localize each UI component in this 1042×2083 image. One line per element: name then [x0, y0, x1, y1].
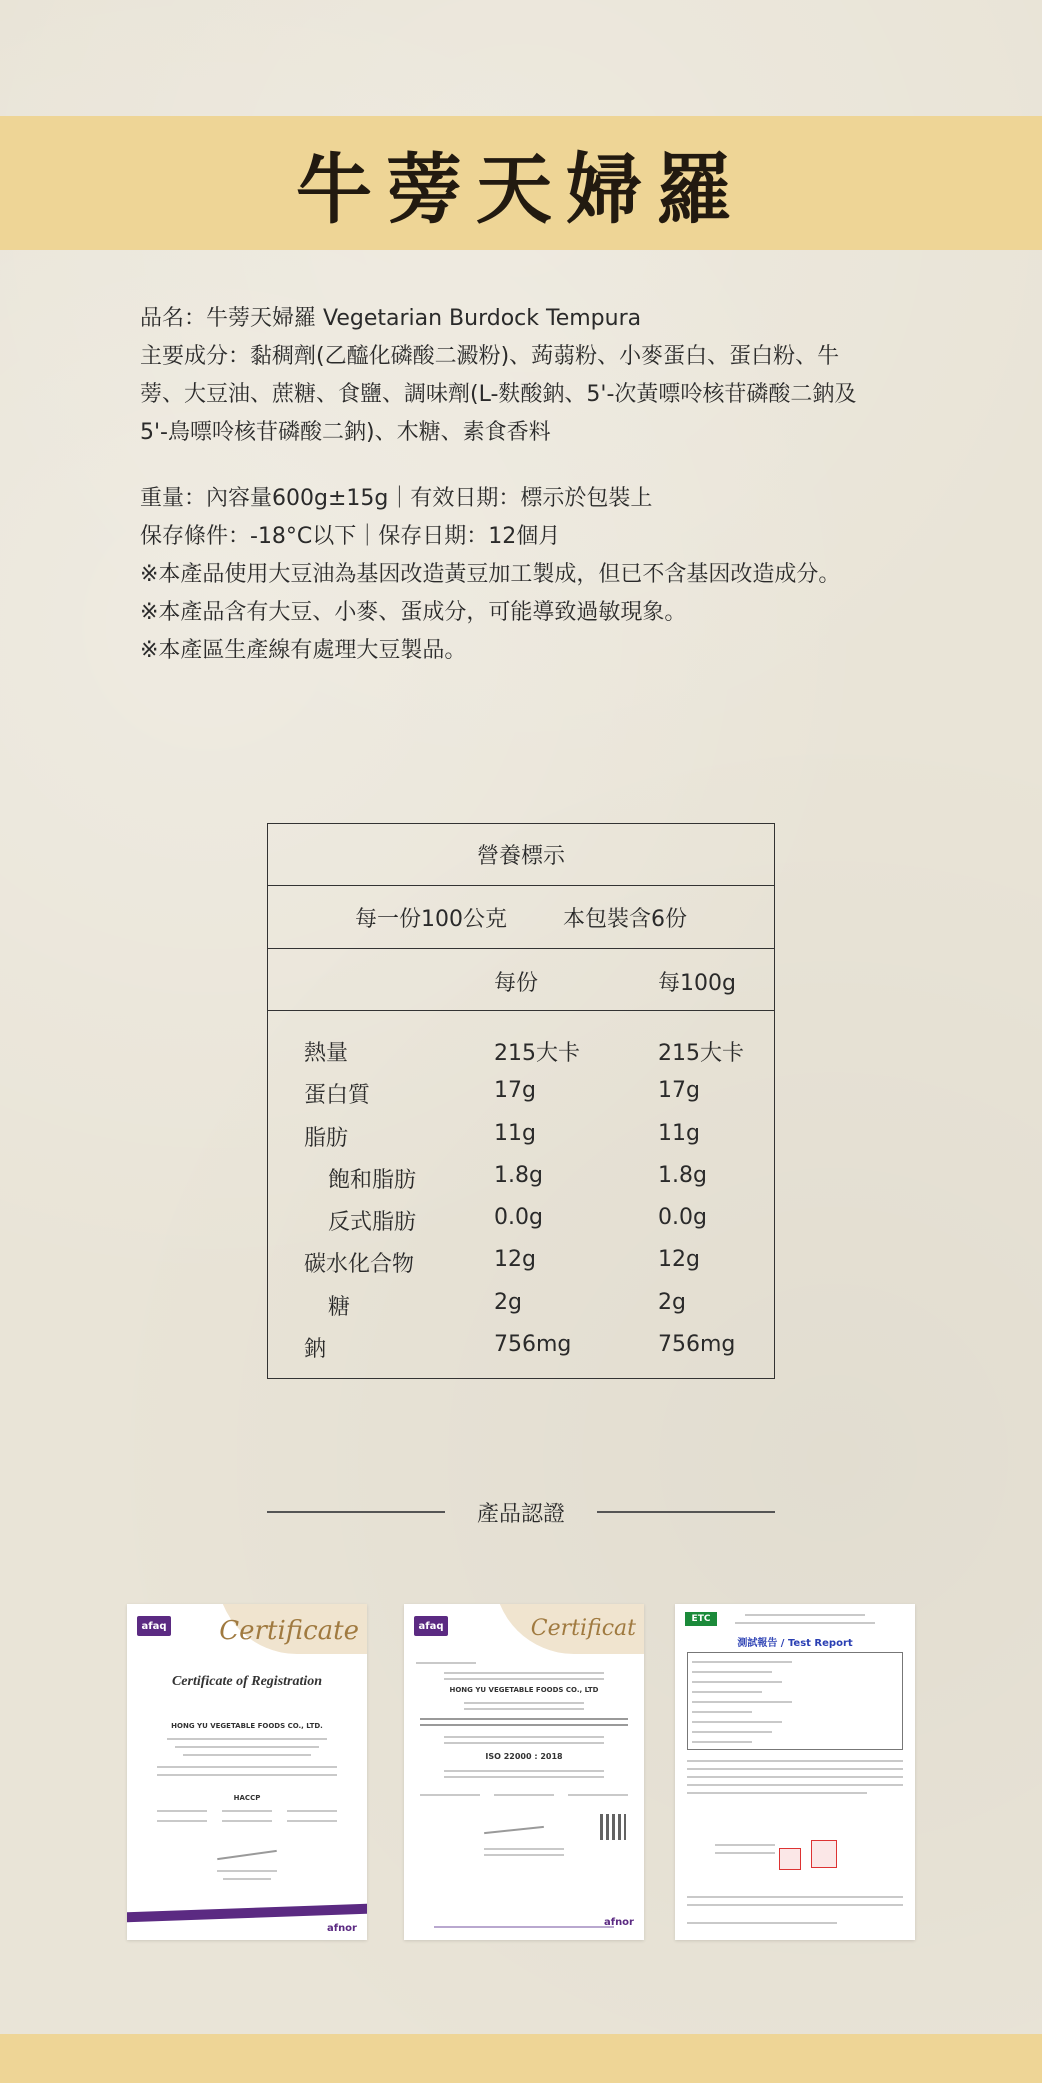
- page-title: 牛蒡天婦羅: [296, 144, 746, 234]
- text-line: [687, 1784, 903, 1786]
- certificate-scheme: HACCP: [233, 1794, 261, 1802]
- qr-code-icon: [600, 1814, 626, 1840]
- text-line: [157, 1820, 207, 1822]
- nutrient-name: 飽和脂肪: [328, 1167, 417, 1193]
- text-line: [715, 1844, 775, 1846]
- nutrient-name: 反式脂肪: [328, 1210, 417, 1236]
- certificate-word: Certificate: [219, 1616, 359, 1646]
- heading-rule-right: [597, 1511, 775, 1513]
- purple-band: [127, 1904, 367, 1922]
- value-per-serving: 215大卡: [494, 1041, 580, 1066]
- col-per-100g: 每100g: [658, 971, 736, 996]
- info-line: 蒡、大豆油、蔗糖、食鹽、調味劑(L-麩酸鈉、5'-次黃嘌呤核苷磷酸二鈉及: [140, 382, 857, 407]
- info-line: 保存條件：-18°C以下｜保存日期：12個月: [140, 524, 561, 549]
- value-per-100g: 215大卡: [658, 1041, 744, 1066]
- nutrient-name: 鈉: [304, 1337, 327, 1363]
- value-per-serving: 1.8g: [494, 1162, 543, 1188]
- certificate-card-iso22000[interactable]: [404, 1604, 644, 1940]
- text-line: [494, 1794, 554, 1796]
- text-line: [420, 1724, 628, 1726]
- text-line: [687, 1760, 903, 1762]
- text-line: [183, 1754, 311, 1756]
- text-line: [687, 1792, 867, 1794]
- text-line: [692, 1701, 792, 1703]
- certificate-gallery: [127, 1604, 915, 1940]
- text-line: [687, 1922, 837, 1924]
- text-line: [444, 1672, 604, 1674]
- text-line: [687, 1776, 903, 1778]
- text-line: [157, 1774, 337, 1776]
- seal-stamp-icon: [811, 1840, 837, 1868]
- text-line: [692, 1731, 772, 1733]
- text-line: [692, 1661, 792, 1663]
- text-line: [692, 1671, 772, 1673]
- text-line: [715, 1852, 775, 1854]
- info-line: 重量：內容量600g±15g｜有效日期：標示於包裝上: [140, 486, 653, 511]
- heading-rule-left: [267, 1511, 445, 1513]
- text-line: [287, 1820, 337, 1822]
- info-line: 5'-鳥嘌呤核苷磷酸二鈉)、木糖、素食香料: [140, 420, 551, 445]
- nutrition-rows: [268, 1011, 774, 1367]
- text-line: [420, 1718, 628, 1720]
- text-line: [692, 1691, 762, 1693]
- text-line: [687, 1768, 903, 1770]
- footer-band: [0, 2034, 1042, 2083]
- afaq-logo: afaq: [414, 1616, 448, 1636]
- servings-per-pack: 本包裝含6份: [563, 906, 687, 932]
- text-line: [735, 1622, 875, 1624]
- etc-logo: ETC: [685, 1612, 717, 1626]
- text-line: [692, 1711, 752, 1713]
- nutrition-row: [268, 1114, 774, 1156]
- nutrition-title: 營養標示: [476, 844, 565, 869]
- nutrition-title-row: [268, 824, 774, 886]
- seal-stamp-icon: [779, 1848, 801, 1870]
- text-line: [687, 1904, 903, 1906]
- test-report-title: 測試報告 / Test Report: [737, 1638, 853, 1649]
- certificate-company: HONG YU VEGETABLE FOODS CO., LTD: [449, 1686, 599, 1694]
- afaq-logo: afaq: [137, 1616, 171, 1636]
- afnor-logo: afnor: [603, 1917, 634, 1928]
- text-line: [444, 1742, 604, 1744]
- value-per-serving: 2g: [494, 1289, 522, 1315]
- text-line: [416, 1662, 476, 1664]
- footer-line: [434, 1926, 614, 1928]
- nutrient-name: 碳水化合物: [304, 1252, 415, 1278]
- text-line: [464, 1702, 584, 1704]
- text-line: [692, 1721, 782, 1723]
- value-per-100g: 0.0g: [658, 1205, 707, 1231]
- info-line: ※本產品使用大豆油為基因改造黃豆加工製成，但已不含基因改造成分。: [140, 562, 841, 587]
- signature: [217, 1850, 277, 1860]
- text-line: [484, 1854, 564, 1856]
- text-line: [687, 1896, 903, 1898]
- value-per-100g: 756mg: [658, 1332, 736, 1358]
- value-per-100g: 11g: [658, 1120, 700, 1146]
- value-per-serving: 17g: [494, 1078, 536, 1104]
- nutrition-row: [268, 1325, 774, 1367]
- certificate-company: HONG YU VEGETABLE FOODS CO., LTD.: [171, 1722, 323, 1730]
- product-info: [140, 300, 910, 670]
- text-line: [222, 1810, 272, 1812]
- nutrition-row: [268, 1156, 774, 1198]
- info-line: 主要成分：黏稠劑(乙醯化磷酸二澱粉)、蒟蒻粉、小麥蛋白、蛋白粉、牛: [140, 344, 840, 369]
- certificate-title: Certificate of Registration: [171, 1674, 323, 1689]
- certification-heading-text: 產品認證: [477, 1501, 566, 1527]
- column-header-row: [268, 949, 774, 1011]
- value-per-serving: 0.0g: [494, 1205, 543, 1231]
- certificate-standard: ISO 22000 : 2018: [485, 1752, 563, 1761]
- info-line: ※本產品含有大豆、小麥、蛋成分，可能導致過敏現象。: [140, 600, 687, 625]
- nutrient-name: 蛋白質: [304, 1083, 371, 1109]
- value-per-serving: 11g: [494, 1120, 536, 1146]
- value-per-100g: 17g: [658, 1078, 700, 1104]
- certificate-card-haccp[interactable]: [127, 1604, 367, 1940]
- text-line: [745, 1614, 865, 1616]
- value-per-serving: 12g: [494, 1247, 536, 1273]
- text-line: [484, 1848, 564, 1850]
- text-line: [287, 1810, 337, 1812]
- certificate-word: Certificat: [530, 1616, 636, 1641]
- value-per-100g: 2g: [658, 1289, 686, 1315]
- value-per-serving: 756mg: [494, 1332, 572, 1358]
- text-line: [692, 1741, 752, 1743]
- nutrition-row: [268, 1283, 774, 1325]
- text-line: [444, 1776, 604, 1778]
- nutrition-row: [268, 1029, 774, 1071]
- nutrient-name: 糖: [328, 1294, 351, 1320]
- value-per-100g: 1.8g: [658, 1162, 707, 1188]
- nutrition-table: [267, 823, 775, 1379]
- text-line: [692, 1681, 782, 1683]
- text-line: [167, 1738, 327, 1740]
- text-line: [444, 1678, 604, 1680]
- certificate-card-test-report[interactable]: [675, 1604, 915, 1940]
- col-per-serving: 每份: [494, 971, 539, 996]
- info-line: 品名：牛蒡天婦羅 Vegetarian Burdock Tempura: [140, 306, 642, 331]
- text-line: [223, 1878, 271, 1880]
- text-line: [222, 1820, 272, 1822]
- text-line: [157, 1766, 337, 1768]
- info-line: ※本產區生產線有處理大豆製品。: [140, 638, 467, 663]
- text-line: [420, 1794, 480, 1796]
- text-line: [444, 1736, 604, 1738]
- text-line: [464, 1708, 584, 1710]
- value-per-100g: 12g: [658, 1247, 700, 1273]
- afnor-logo: afnor: [326, 1923, 357, 1934]
- nutrient-name: 熱量: [304, 1041, 349, 1066]
- title-banner: [0, 116, 1042, 250]
- nutrition-row: [268, 1240, 774, 1282]
- text-line: [175, 1746, 319, 1748]
- signature: [484, 1826, 544, 1834]
- serving-size: 每一份100公克: [355, 906, 507, 932]
- report-table: [687, 1652, 903, 1750]
- nutrient-name: 脂肪: [304, 1125, 349, 1151]
- text-line: [568, 1794, 628, 1796]
- nutrition-row: [268, 1198, 774, 1240]
- serving-row: [268, 886, 774, 949]
- text-line: [217, 1870, 277, 1872]
- nutrition-row: [268, 1071, 774, 1113]
- text-line: [157, 1810, 207, 1812]
- text-line: [444, 1770, 604, 1772]
- certification-heading: [267, 1492, 775, 1532]
